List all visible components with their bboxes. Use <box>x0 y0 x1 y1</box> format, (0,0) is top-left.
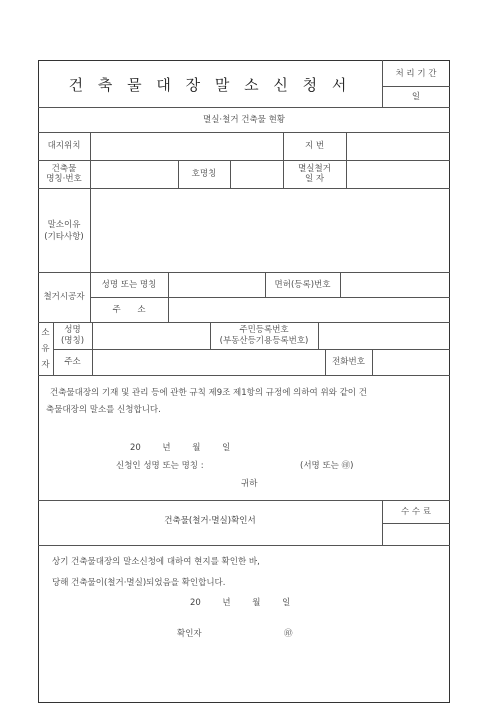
owner-name-field[interactable] <box>93 323 209 348</box>
demolition-date-label: 일 자 <box>304 174 325 184</box>
divider <box>382 86 450 87</box>
lot-number-field[interactable] <box>347 133 449 159</box>
owner-label: 자 <box>41 360 50 370</box>
owner-name-label: 성명 <box>64 325 81 335</box>
form-title: 건 축 물 대 장 말 소 신 청 서 <box>68 76 352 94</box>
contractor-address-field[interactable] <box>169 298 449 321</box>
addressee: 귀하 <box>241 479 258 489</box>
divider <box>38 107 450 108</box>
confirmer-label: 확인자 <box>177 629 202 639</box>
confirmation-statement: 상기 건축물대장의 말소신청에 대하여 현지를 확인한 바, <box>52 557 260 567</box>
cancel-reason-field[interactable] <box>91 189 449 271</box>
applicant-name-field[interactable] <box>225 458 297 472</box>
resident-id-label: 주민등록번호 <box>239 325 289 335</box>
owner-label: 소 <box>41 328 50 338</box>
divider <box>38 375 450 376</box>
demolition-date-field[interactable] <box>347 161 449 187</box>
applicant-label: 신청인 성명 또는 명칭 : <box>116 461 204 471</box>
unit-name-label: 호명칭 <box>191 169 217 179</box>
owner-address-field[interactable] <box>93 350 324 374</box>
cancel-reason-label: 말소이유 <box>47 220 81 230</box>
processing-period-label: 처 리 기 간 <box>395 69 437 79</box>
site-location-label: 대지위치 <box>47 141 81 151</box>
seal-mark: ㊞ <box>284 629 293 639</box>
license-number-field[interactable] <box>341 273 449 296</box>
owner-name-label: (명칭) <box>60 336 85 346</box>
building-name-label: 건축물 <box>51 164 77 174</box>
contractor-name-label: 성명 또는 명칭 <box>101 280 157 290</box>
contractor-name-field[interactable] <box>169 273 264 296</box>
confirmer-name-field[interactable] <box>210 626 280 640</box>
building-name-field[interactable] <box>91 161 177 187</box>
building-name-label: 명칭·번호 <box>46 174 82 184</box>
resident-id-field[interactable] <box>319 323 449 348</box>
section-heading: 멸실·철거 건축물 현황 <box>202 115 285 125</box>
lot-number-label: 지 번 <box>304 141 325 151</box>
cancel-reason-label: (기타사항) <box>44 232 84 242</box>
resident-id-label: (부동산등기용등록번호) <box>219 336 309 346</box>
fee-label: 수 수 료 <box>400 507 432 517</box>
unit-name-field[interactable] <box>231 161 282 187</box>
phone-label: 전화번호 <box>332 357 365 367</box>
owner-label: 유 <box>41 344 50 354</box>
fee-field[interactable] <box>383 524 449 544</box>
owner-address-label: 주소 <box>64 357 81 367</box>
license-number-label: 면허(등록)번호 <box>274 280 331 290</box>
divider <box>38 545 450 546</box>
phone-field[interactable] <box>373 350 449 374</box>
application-statement: 건축물대장의 기재 및 관리 등에 관한 규칙 제9조 제1항의 규정에 의하여 위와 같이 건 <box>50 388 367 398</box>
divider <box>38 500 450 501</box>
processing-period-value: 일 <box>411 92 421 102</box>
confirmation-statement: 당해 건축물이(철거·멸실)되었음을 확인합니다. <box>52 578 226 588</box>
demolition-date-label: 멸실철거 <box>298 164 331 174</box>
site-location-field[interactable] <box>91 133 282 159</box>
confirmation-date: 20 년 월 일 <box>190 598 291 608</box>
application-statement: 축물대장의 말소를 신청합니다. <box>46 405 161 415</box>
contractor-label: 철거시공자 <box>43 292 85 302</box>
contractor-address-label: 주 소 <box>112 305 146 315</box>
application-date: 20 년 월 일 <box>130 443 231 453</box>
signature-seal: (서명 또는 ㊞) <box>300 461 354 471</box>
confirmation-title: 건축물(철거·멸실)확인서 <box>164 516 256 526</box>
